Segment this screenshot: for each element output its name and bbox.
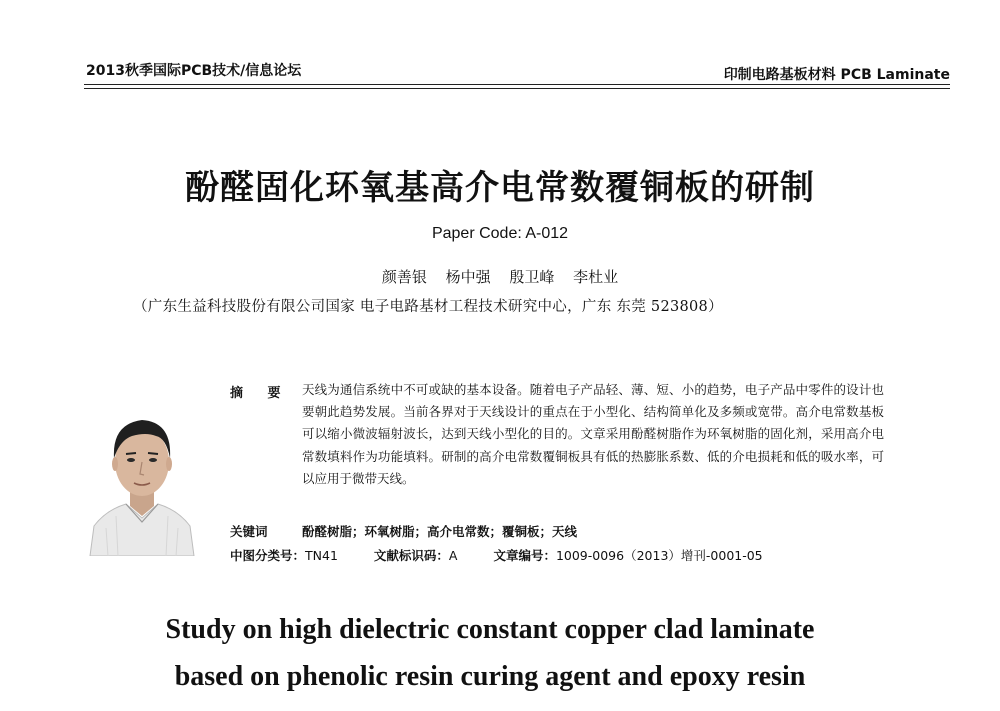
author-photo <box>86 398 198 556</box>
abstract-label: 摘 要 <box>230 386 291 401</box>
keywords-text: 酚醛树脂；环氧树脂；高介电常数；覆铜板；天线 <box>302 524 578 539</box>
clc-value: TN41 <box>305 548 338 563</box>
author-affiliation: （广东生益科技股份有限公司国家 电子电路基材工程技术研究中心，广东 东莞 523808） <box>133 299 723 315</box>
paper-code: Paper Code: A-012 <box>431 225 569 242</box>
keywords-label: 关键词 <box>230 524 268 539</box>
paper-title-english-line2: based on phenolic resin curing agent and epoxy resin <box>174 661 806 692</box>
header-rule-thin <box>84 88 950 89</box>
journal-header-right: 印制电路基板材料 PCB Laminate <box>723 67 950 83</box>
article-number-label: 文章编号： <box>493 548 556 563</box>
article-number-value: 1009-0096（2013）增刊-0001-05 <box>555 548 763 563</box>
abstract-text: 天线为通信系统中不可或缺的基本设备。随着电子产品轻、薄、短、小的趋势，电子产品中零件的设计也要朝此趋势发展。当前各界对于天线设计的重点在于小型化、结构简单化及多频或宽带。高介电常数基板可以缩小微波辐射波长，达到天线小型化的目的。文章采用酚醛树脂作为环氧树脂的固化剂，采用高介电常数填料作为功能填料。研制的高介电常数覆铜板具有低的热膨胀系数、低的介电损耗和低的吸水率，可以应用于微带天线。 <box>302 382 884 486</box>
classification-row <box>230 546 763 564</box>
journal-header-left: 2013秋季国际PCB技术/信息论坛 <box>86 63 302 79</box>
paper-title-chinese: 酚醛固化环氧基高介电常数覆铜板的研制 <box>185 168 815 208</box>
doc-code-label: 文献标识码： <box>373 548 449 563</box>
author-list: 颜善银 杨中强 殷卫峰 李杜业 <box>381 268 619 286</box>
header-rule-thick <box>84 84 950 85</box>
keywords-row <box>230 522 577 540</box>
clc-label: 中图分类号： <box>230 548 306 563</box>
doc-code-value: A <box>448 548 458 563</box>
paper-title-english-line1: Study on high dielectric constant copper clad laminate <box>165 614 815 645</box>
